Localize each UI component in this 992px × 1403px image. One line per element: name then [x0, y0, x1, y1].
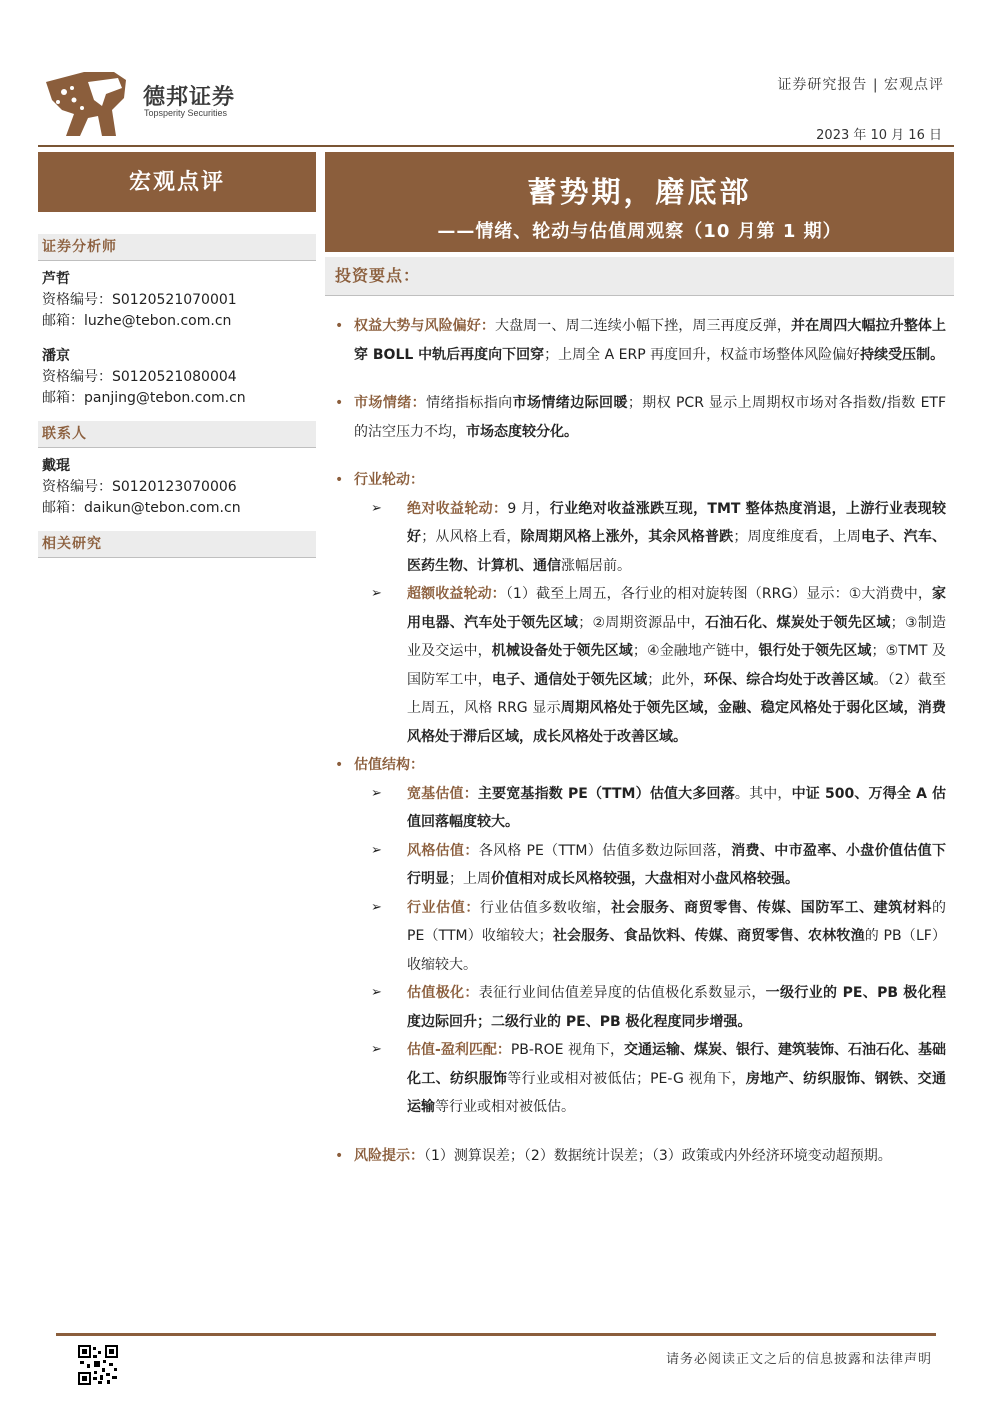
- report-title: 蓄势期，磨底部: [527, 175, 752, 209]
- main-header: [325, 152, 954, 296]
- sub-point: [330, 894, 946, 980]
- arrow-bullet-icon: ➢: [371, 985, 382, 1000]
- sub-point: [330, 837, 946, 894]
- point-emphasis: 持续受压制。: [860, 346, 945, 363]
- point-label: 行业轮动：: [354, 472, 424, 488]
- analyst-email[interactable]: 邮箱：luzhe@tebon.com.cn: [42, 313, 232, 329]
- point-text: 行业估值多数收缩，: [479, 899, 612, 916]
- point-label: 权益大势与风险偏好：: [354, 318, 495, 334]
- key-point: [330, 312, 946, 369]
- analyst-cert: 资格编号：S0120521080004: [42, 369, 237, 385]
- point-label: 市场情绪：: [354, 395, 427, 411]
- sub-point: [330, 495, 946, 581]
- leopard-logo-icon: [44, 70, 128, 138]
- key-points-body: [330, 312, 946, 1170]
- sub-point: [330, 580, 946, 751]
- arrow-bullet-icon: ➢: [371, 1042, 382, 1057]
- point-emphasis: 市场态度较分化。: [466, 423, 578, 440]
- related-research-heading: 相关研究: [38, 531, 316, 557]
- arrow-bullet-icon: ➢: [371, 785, 382, 801]
- point-emphasis: 环保、综合均处于改善区域: [703, 671, 874, 688]
- point-text: ；从风格上看，: [421, 529, 521, 545]
- section-divider: [38, 447, 316, 448]
- point-emphasis: 房地产、纺织服饰、钢铁、交通运输: [407, 1070, 947, 1115]
- point-emphasis: 行业绝对收益涨跌互现，TMT 整体热度消退，上游行业表现较好: [407, 500, 947, 545]
- report-date: 2023 年 10 月 16 日: [816, 128, 942, 143]
- point-text: （1）测算误差；（2）数据统计误差；（3）政策或内外经济环境变动超预期。: [424, 1147, 892, 1164]
- point-emphasis: 主要宽基指数 PE（TTM）估值大多回落: [477, 785, 735, 802]
- point-emphasis: 机械设备处于领先区域: [491, 643, 633, 659]
- point-text: 等行业或相对被低估；PE-G 视角下，: [507, 1070, 746, 1087]
- point-text: ；③制造业及交运中，: [407, 614, 946, 659]
- key-point: [330, 389, 946, 446]
- contact-email[interactable]: 邮箱：daikun@tebon.com.cn: [42, 500, 241, 516]
- contact-heading: 联系人: [38, 421, 316, 447]
- arrow-bullet-icon: ➢: [371, 899, 382, 915]
- point-text: （1）截至上周五，各行业的相对旋转图（RRG）显示：①大消费中，: [505, 586, 933, 602]
- key-point: [330, 1142, 946, 1171]
- point-text: ；④金融地产链中，: [632, 643, 759, 659]
- point-emphasis: 石油石化、煤炭处于领先区域: [705, 614, 891, 631]
- point-emphasis: 社会服务、食品饮料、传媒、商贸零售、农林牧渔: [552, 928, 865, 944]
- title-banner: [325, 152, 954, 252]
- point-text: 等行业或相对被低估。: [435, 1099, 575, 1115]
- point-emphasis: 价值相对成长风格较强，大盘相对小盘风格较强。: [491, 871, 799, 887]
- point-text: PB-ROE 视角下，: [510, 1042, 624, 1058]
- point-emphasis: 家用电器、汽车处于领先区域: [407, 586, 947, 631]
- point-text: 各风格 PE（TTM）估值多数边际回落，: [478, 842, 732, 859]
- arrow-bullet-icon: ➢: [371, 586, 382, 601]
- point-text: ；上周全 A ERP 再度回升，权益市场整体风险偏好: [544, 346, 861, 363]
- point-emphasis: 一级行业的 PE、PB 极化程度边际回升；二级行业的 PE、PB 极化程度同步增强。: [407, 985, 946, 1030]
- sub-point: [330, 1036, 946, 1122]
- point-text: 9 月，: [507, 500, 550, 517]
- arrow-bullet-icon: ➢: [371, 500, 382, 516]
- key-point: [330, 751, 946, 780]
- contact-cert: 资格编号：S0120123070006: [42, 479, 237, 495]
- point-text: 情绪指标指向: [426, 395, 513, 411]
- point-label: 风险提示：: [354, 1147, 424, 1164]
- sub-point-label: 估值-盈利匹配：: [407, 1042, 511, 1058]
- point-emphasis: 社会服务、商贸零售、传媒、国防军工、建筑材料: [611, 899, 933, 916]
- point-text: ；⑤TMT 及国防军工中，: [407, 643, 947, 688]
- point-text: 涨幅居前。: [561, 557, 631, 574]
- brand-name-en: Topsperity Securities: [144, 108, 228, 118]
- point-label: 估值结构：: [354, 757, 424, 773]
- brand-name: 德邦证券: [143, 85, 236, 110]
- point-text: 表征行业间估值差异度的估值极化系数显示，: [478, 985, 766, 1001]
- sub-point: [330, 979, 946, 1036]
- point-emphasis: 周期风格处于领先区域，金融、稳定风格处于弱化区域，消费风格处于滞后区域，成长风格处于改善区域。: [407, 700, 946, 745]
- analyst-name: 潘京: [42, 348, 70, 364]
- section-divider: [325, 295, 954, 296]
- sub-point-label: 风格估值：: [407, 842, 479, 859]
- point-emphasis: 除周期风格上涨外，其余风格普跌: [520, 529, 734, 545]
- point-emphasis: 中证 500、万得全 A 估值回落幅度较大。: [407, 785, 947, 830]
- point-text: 的 PB（LF）收缩较大。: [407, 928, 946, 973]
- point-text: ；期权 PCR 显示上周期权市场对各指数/指数 ETF 的沽空压力不均，: [354, 395, 947, 440]
- analyst-name: 芦哲: [42, 271, 70, 287]
- point-emphasis: 电子、汽车、医药生物、计算机、通信: [407, 529, 947, 574]
- contact-name: 戴琨: [42, 458, 70, 474]
- point-text: ；上周: [449, 871, 491, 887]
- sub-point-label: 绝对收益轮动：: [407, 500, 508, 517]
- analyst-heading: 证券分析师: [38, 234, 316, 260]
- sub-point-label: 宽基估值：: [407, 785, 478, 802]
- analyst-email[interactable]: 邮箱：panjing@tebon.com.cn: [42, 390, 246, 406]
- qr-code-icon: [78, 1345, 118, 1385]
- report-subtitle: ——情绪、轮动与估值周观察（10 月第 1 期）: [437, 221, 842, 242]
- report-type: 证券研究报告 | 宏观点评: [777, 77, 944, 93]
- key-points-heading: 投资要点：: [325, 257, 954, 295]
- section-divider: [38, 557, 316, 558]
- point-text: ；②周期资源品中，: [578, 614, 706, 631]
- point-text: 。（2）截至上周五，风格 RRG 显示: [407, 671, 947, 716]
- point-text: 。其中，: [734, 785, 792, 802]
- key-point: [330, 466, 946, 495]
- sub-point-label: 行业估值：: [407, 899, 480, 916]
- point-emphasis: 并在周四大幅拉升整体上穿 BOLL 中轨后再度向下回穿: [354, 318, 947, 363]
- point-text: 的 PE（TTM）收缩较大；: [407, 899, 947, 944]
- sidebar: [38, 152, 316, 558]
- sub-point: [330, 780, 946, 837]
- point-text: ；周度维度看，上周: [733, 529, 862, 545]
- analyst-cert: 资格编号：S0120521070001: [42, 292, 237, 308]
- legal-disclaimer: 请务必阅读正文之后的信息披露和法律声明: [665, 1352, 932, 1367]
- section-divider: [38, 260, 316, 261]
- header-divider: [38, 145, 954, 147]
- sub-point-label: 超额收益轮动：: [407, 586, 506, 602]
- sidebar-title: 宏观点评: [38, 152, 316, 212]
- footer-divider: [56, 1333, 936, 1336]
- point-emphasis: 交通运输、煤炭、银行、建筑装饰、石油石化、基础化工、纺织服饰: [407, 1042, 947, 1087]
- point-text: ；此外，: [647, 671, 704, 688]
- sub-point-label: 估值极化：: [407, 985, 479, 1001]
- contact-card: [38, 456, 316, 519]
- arrow-bullet-icon: ➢: [371, 842, 382, 858]
- point-text: 大盘周一、周二连续小幅下挫，周三再度反弹，: [494, 318, 792, 334]
- analyst-card: [38, 269, 316, 409]
- point-emphasis: 市场情绪边际回暖: [512, 395, 628, 411]
- point-emphasis: 电子、通信处于领先区域: [491, 671, 648, 688]
- point-emphasis: 消费、中市盈率、小盘价值估值下行明显: [407, 842, 947, 887]
- point-emphasis: 银行处于领先区域: [758, 643, 872, 659]
